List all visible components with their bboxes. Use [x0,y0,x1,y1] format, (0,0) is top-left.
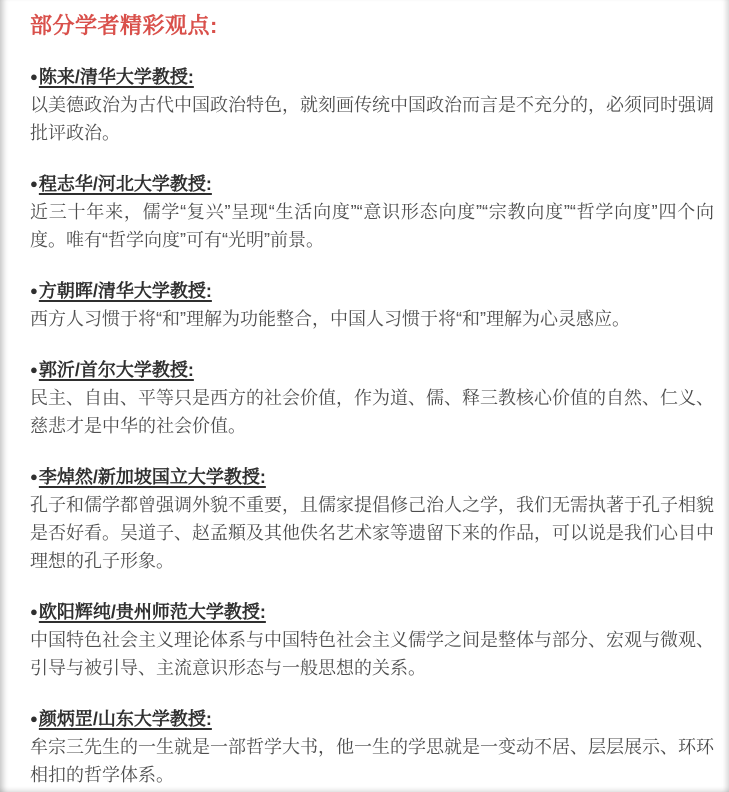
scholar-quote: 民主、自由、平等只是西方的社会价值，作为道、儒、释三教核心价值的自然、仁义、慈悲才是中华的社会价值。 [30,388,714,436]
scholar-quote: 孔子和儒学都曾强调外貌不重要，且儒家提倡修己治人之学，我们无需执著于孔子相貌是否好看。吴道子、赵孟頫及其他佚名艺术家等遗留下来的作品，可以说是我们心目中理想的孔子形象。 [30,495,714,571]
bullet-icon: ● [30,469,38,484]
scholar-section [30,598,714,682]
scholar-name: 方朝晖/清华大学教授: [38,281,212,301]
scholar-name: 程志华/河北大学教授: [38,174,212,194]
scholar-section [30,63,714,147]
scholar-quote: 西方人习惯于将“和”理解为功能整合，中国人习惯于将“和”理解为心灵感应。 [30,309,630,329]
scholar-section [30,356,714,440]
scholar-section [30,463,714,575]
page-title: 部分学者精彩观点: [30,13,218,38]
scholar-quote: 牟宗三先生的一生就是一部哲学大书，他一生的学思就是一变动不居、层层展示、环环相扣的哲学体系。 [30,737,714,785]
bullet-icon: ● [30,604,38,619]
scholar-heading [30,63,714,91]
scholar-heading [30,170,714,198]
scholar-quote: 以美德政治为古代中国政治特色，就刻画传统中国政治而言是不充分的，必须同时强调批评政治。 [30,95,714,143]
scholar-quote: 近三十年来，儒学“复兴”呈现“生活向度”“意识形态向度”“宗教向度”“哲学向度”四个向度。唯有“哲学向度”可有“光明”前景。 [30,202,714,250]
scholar-name: 颜炳罡/山东大学教授: [38,709,212,729]
scholar-heading [30,356,714,384]
scholar-heading [30,705,714,733]
scholar-quote: 中国特色社会主义理论体系与中国特色社会主义儒学之间是整体与部分、宏观与微观、引导与被引导、主流意识形态与一般思想的关系。 [30,630,714,678]
scholar-name: 李焯然/新加坡国立大学教授: [38,467,266,487]
scholar-name: 郭沂/首尔大学教授: [38,360,194,380]
scholar-heading [30,463,714,491]
bullet-icon: ● [30,711,38,726]
scholar-name: 陈来/清华大学教授: [38,67,194,87]
scholar-name: 欧阳辉纯/贵州师范大学教授: [38,602,266,622]
scholar-section [30,705,714,789]
scholar-heading [30,598,714,626]
bullet-icon: ● [30,176,38,191]
bullet-icon: ● [30,362,38,377]
scholar-heading [30,277,714,305]
scholar-section [30,277,714,333]
scholar-section [30,170,714,254]
bullet-icon: ● [30,69,38,84]
bullet-icon: ● [30,283,38,298]
